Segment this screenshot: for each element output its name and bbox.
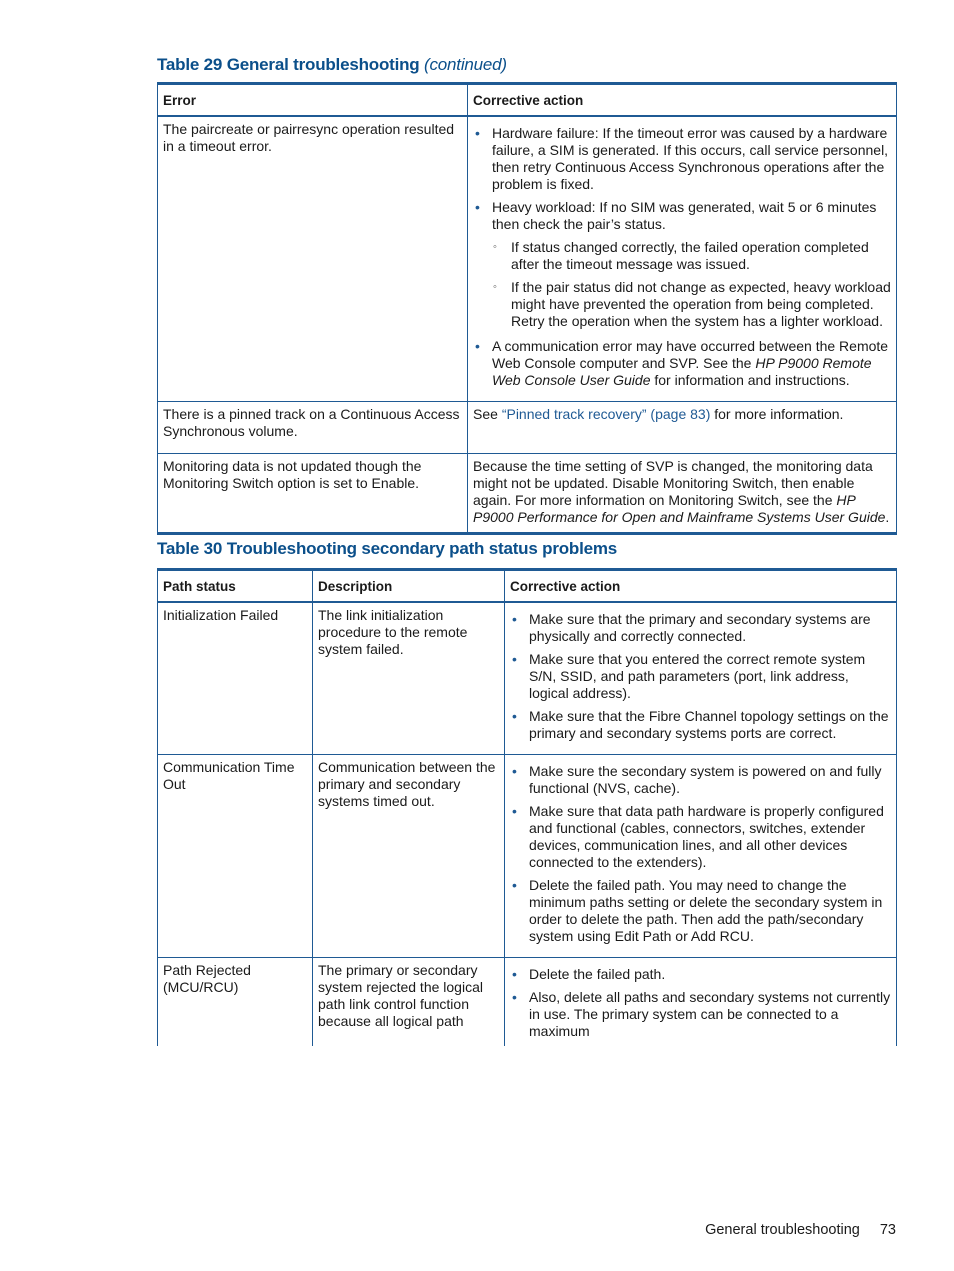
action-text-end: for more information. <box>710 406 844 422</box>
error-cell: There is a pinned track on a Continuous Access Synchronous volume. <box>158 402 468 454</box>
table-header-row <box>158 570 897 603</box>
action-text-end: . <box>885 509 890 525</box>
column-header-error: Error <box>158 84 468 117</box>
table-30-caption: Table 30 Troubleshooting secondary path status problems <box>157 539 618 558</box>
corrective-action-cell <box>505 755 897 958</box>
corrective-action-cell <box>468 402 897 454</box>
list-item <box>492 199 891 330</box>
page-number: 73 <box>879 1222 896 1238</box>
table-row <box>158 454 897 534</box>
list-item: • Delete the failed path. <box>529 966 891 983</box>
action-list <box>473 125 891 389</box>
list-item-text-end: for information and instructions. <box>650 372 850 388</box>
description-cell: The link initialization procedure to the remote system failed. <box>313 602 505 755</box>
column-header-corrective-action: Corrective action <box>505 570 897 603</box>
sub-list-item: ◦ If the pair status did not change as expected, heavy workload might have prevented the operation from being completed. Retry the operation when the system has a lighter workload. <box>511 279 891 330</box>
action-list <box>510 763 891 945</box>
guide-title: HP P9000 Remote Web Console User Guide <box>492 355 872 388</box>
table-row <box>158 402 897 454</box>
table-29-caption <box>157 55 507 75</box>
table-29 <box>157 82 897 535</box>
path-status-cell: Communication Time Out <box>158 755 313 958</box>
path-status-cell: Initialization Failed <box>158 602 313 755</box>
list-item: • Make sure that the primary and secondary systems are physically and correctly connected. <box>529 611 891 645</box>
corrective-action-cell <box>505 602 897 755</box>
column-header-description: Description <box>313 570 505 603</box>
table-header-row <box>158 84 897 117</box>
list-item: • Also, delete all paths and secondary systems not currently in use. The primary system can be connected to a maximum <box>529 989 891 1040</box>
error-cell: The paircreate or pairresync operation resulted in a timeout error. <box>158 116 468 402</box>
error-cell: Monitoring data is not updated though the Monitoring Switch option is set to Enable. <box>158 454 468 534</box>
corrective-action-cell <box>468 116 897 402</box>
list-item-text: A communication error may have occurred between the Remote Web Console computer and SVP. See the <box>492 338 889 371</box>
table-row <box>158 755 897 958</box>
description-cell: The primary or secondary system rejected the logical path link control function because all logical path <box>313 958 505 1047</box>
sub-list-item: ◦ If status changed correctly, the failed operation completed after the timeout message was issued. <box>511 239 891 273</box>
list-item <box>492 338 891 389</box>
table-row <box>158 958 897 1047</box>
pinned-track-recovery-link[interactable]: “Pinned track recovery” (page 83) <box>501 406 711 422</box>
list-item: • Delete the failed path. You may need to change the minimum paths setting or delete the secondary system in order to delete the path. Then add the path/secondary system using Edit Path or Add RCU. <box>529 877 891 945</box>
list-item-text: Heavy workload: If no SIM was generated, wait 5 or 6 minutes then check the pair’s status. <box>492 199 877 232</box>
action-list <box>510 611 891 742</box>
column-header-corrective-action: Corrective action <box>468 84 897 117</box>
list-item: • Make sure the secondary system is powered on and fully functional (NVS, cache). <box>529 763 891 797</box>
list-item: • Hardware failure: If the timeout error was caused by a hardware failure, a SIM is generated. If this occurs, call service personnel, then retry Continuous Access Synchronous operations after the problem is fixed. <box>492 125 891 193</box>
corrective-action-cell <box>505 958 897 1047</box>
action-text: Because the time setting of SVP is changed, the monitoring data might not be updated. Disable Monitoring Switch, then enable again. For more information on Monitoring Switch, see the <box>473 458 873 508</box>
table-29-caption-label: Table 29 General troubleshooting <box>157 55 420 74</box>
description-cell: Communication between the primary and secondary systems timed out. <box>313 755 505 958</box>
action-list <box>510 966 891 1040</box>
table-row <box>158 116 897 402</box>
page-footer <box>705 1222 896 1238</box>
footer-section-title: General troubleshooting <box>705 1222 860 1238</box>
list-item: • Make sure that data path hardware is properly configured and functional (cables, connectors, switches, extender devices, communication lines, and all other devices connected to the extenders). <box>529 803 891 871</box>
table-row <box>158 602 897 755</box>
action-text: See <box>473 406 502 422</box>
guide-title: HP P9000 Performance for Open and Mainframe Systems User Guide <box>473 492 886 525</box>
corrective-action-cell <box>468 454 897 534</box>
column-header-path-status: Path status <box>158 570 313 603</box>
list-item: • Make sure that you entered the correct remote system S/N, SSID, and path parameters (port, link address, logical address). <box>529 651 891 702</box>
path-status-cell: Path Rejected (MCU/RCU) <box>158 958 313 1047</box>
sub-list <box>492 239 891 330</box>
list-item: • Make sure that the Fibre Channel topology settings on the primary and secondary systems ports are correct. <box>529 708 891 742</box>
table-30 <box>157 568 897 1046</box>
table-29-caption-continued: (continued) <box>424 55 507 74</box>
